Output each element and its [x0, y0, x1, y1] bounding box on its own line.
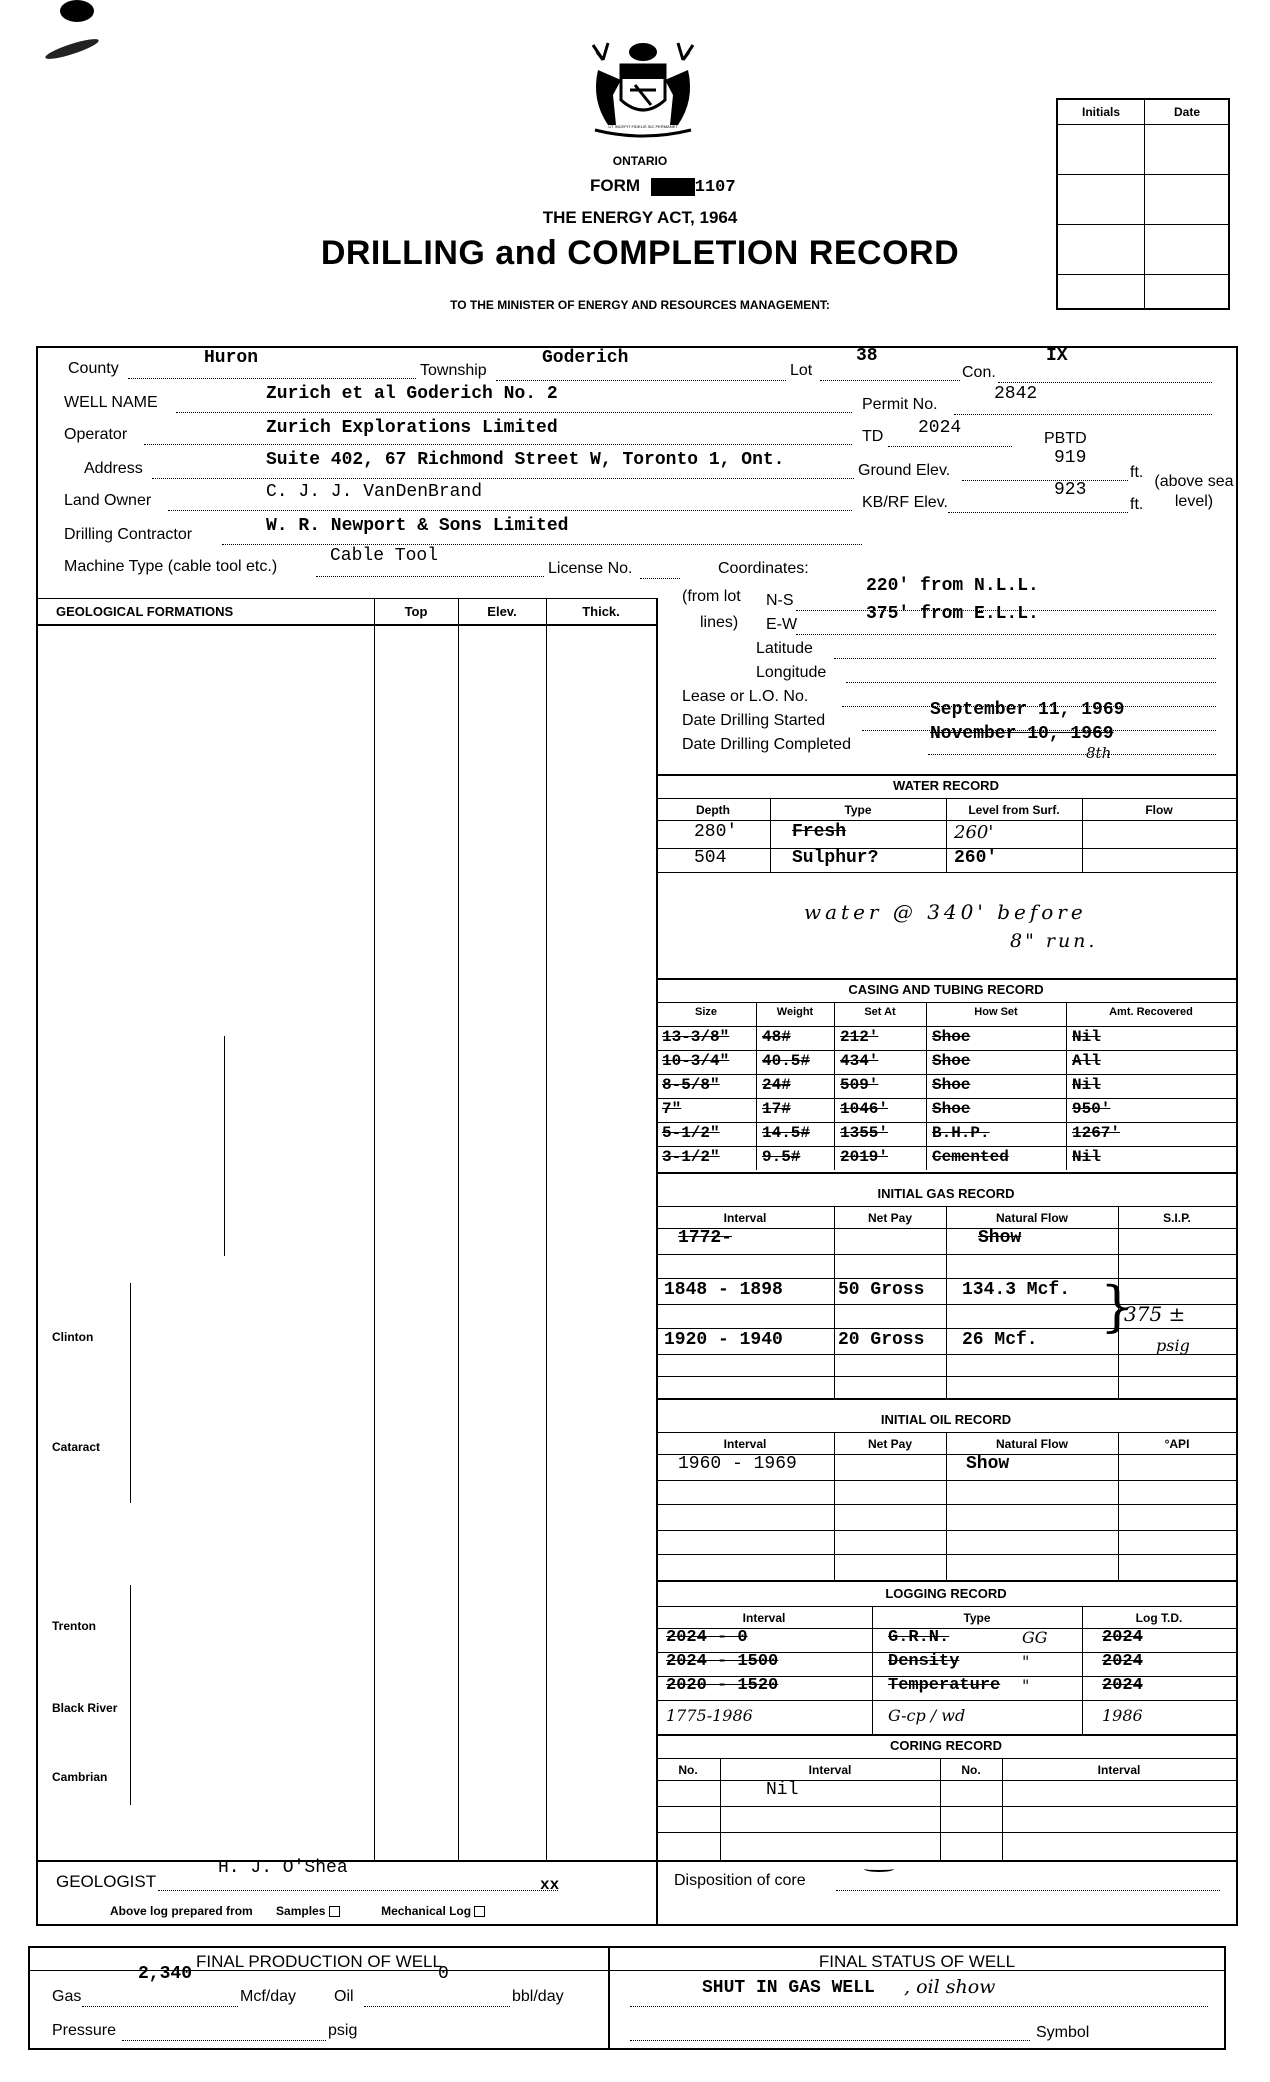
- casing-cell: 24#: [762, 1076, 791, 1094]
- casing-cell: Nil: [1072, 1028, 1101, 1046]
- gas-value: 2,340: [138, 1964, 193, 1984]
- operator-label: Operator: [64, 426, 128, 443]
- water-note-1: water @ 340' before: [804, 900, 1087, 924]
- geologist-value: H. J. O'Shea: [218, 1858, 348, 1878]
- log-type-correction: GG: [1022, 1628, 1048, 1647]
- casing-cell: B.H.P.: [932, 1124, 990, 1142]
- disposition-core-mark: [864, 1866, 894, 1872]
- log-type-correction: ": [1022, 1652, 1030, 1671]
- casing-cell: 5-1/2": [662, 1124, 720, 1142]
- logging-header-interval: Interval: [742, 1611, 786, 1625]
- machine-type-label: Machine Type (cable tool etc.): [64, 558, 278, 575]
- gas-flow-2: 134.3 Mcf.: [962, 1280, 1071, 1300]
- form-title: DRILLING and COMPLETION RECORD: [320, 234, 960, 272]
- ns-value: 220' from N.L.L.: [866, 576, 1039, 596]
- casing-cell: 7": [662, 1100, 682, 1118]
- water-note-2: 8" run.: [1010, 930, 1098, 952]
- ground-elev-value: 919: [1054, 448, 1087, 468]
- casing-header: How Set: [974, 1006, 1018, 1018]
- final-status-note: , oil show: [904, 1976, 996, 1998]
- gas-interval-1: 1772-: [678, 1228, 733, 1248]
- casing-cell: 48#: [762, 1028, 791, 1046]
- initials-header: Initials: [1081, 105, 1120, 119]
- oil-header-api: °API: [1164, 1437, 1190, 1451]
- operator-value: Zurich Explorations Limited: [266, 418, 558, 438]
- casing-cell: Shoe: [932, 1076, 971, 1094]
- casing-header: Amt. Recovered: [1109, 1006, 1193, 1018]
- con-value: IX: [1046, 346, 1068, 366]
- water-level-2: 260': [954, 848, 998, 868]
- logging-record-rows: [656, 1628, 1236, 1732]
- log-type: G.R.N.: [888, 1628, 950, 1647]
- casing-cell: All: [1072, 1052, 1101, 1070]
- final-status-title: FINAL STATUS OF WELL: [818, 1952, 1016, 1971]
- casing-cell: Nil: [1072, 1076, 1101, 1094]
- act-title: THE ENERGY ACT, 1964: [542, 208, 738, 227]
- township-label: Township: [420, 362, 487, 379]
- oil-header-netpay: Net Pay: [867, 1437, 913, 1451]
- casing-cell: 3-1/2": [662, 1148, 720, 1166]
- logging-record-title: LOGGING RECORD: [885, 1586, 1007, 1601]
- ontario-crest: [583, 40, 703, 145]
- ft-label-1: ft.: [1130, 464, 1144, 481]
- form-number-redaction: [651, 178, 695, 196]
- coring-header-interval-2: Interval: [1097, 1763, 1141, 1777]
- casing-cell: 40.5#: [762, 1052, 811, 1070]
- initials-date-box: [1056, 98, 1230, 310]
- date-completed-correction: 8th: [1086, 744, 1112, 762]
- water-header-depth: Depth: [696, 803, 730, 817]
- kb-elev-label: KB/RF Elev.: [862, 494, 948, 511]
- county-value: Huron: [204, 348, 259, 368]
- pbtd-label: PBTD: [1044, 430, 1087, 447]
- lines-label: lines): [700, 614, 739, 631]
- geologist-mark: xx: [540, 1876, 560, 1894]
- casing-cell: Cemented: [932, 1148, 1009, 1166]
- formation-group-label: Cataract: [52, 1440, 101, 1454]
- td-value: 2024: [918, 418, 962, 438]
- water-type-1: Fresh: [792, 822, 847, 842]
- pressure-unit: psig: [328, 2022, 358, 2039]
- gas-sip-brace: }: [1100, 1275, 1135, 1338]
- longitude-label: Longitude: [756, 664, 827, 681]
- casing-header: Set At: [864, 1006, 896, 1018]
- water-depth-1: 280': [694, 822, 738, 842]
- gas-label: Gas: [52, 1988, 82, 2005]
- date-completed-label: Date Drilling Completed: [682, 736, 851, 753]
- address-label: Address: [84, 460, 143, 477]
- gas-record-title: INITIAL GAS RECORD: [877, 1186, 1015, 1201]
- log-td: 2024: [1102, 1652, 1143, 1671]
- ink-smudge: [44, 36, 100, 63]
- casing-cell: 1046': [840, 1100, 889, 1118]
- oil-interval-1: 1960 - 1969: [678, 1454, 797, 1474]
- coring-header-no-2: No.: [961, 1763, 981, 1777]
- oil-label: Oil: [334, 1988, 354, 2005]
- gas-interval-2: 1848 - 1898: [664, 1280, 783, 1300]
- log-td: 1986: [1102, 1706, 1143, 1725]
- form-number: 1107: [694, 178, 736, 197]
- final-production-title: FINAL PRODUCTION OF WELL: [196, 1952, 442, 1971]
- geologist-label: GEOLOGIST: [56, 1872, 157, 1891]
- pressure-label: Pressure: [52, 2022, 117, 2039]
- permit-value: 2842: [994, 384, 1038, 404]
- formation-group-label: Cambrian: [52, 1769, 108, 1784]
- crest-icon: [583, 40, 703, 145]
- water-level-1: 260': [954, 822, 994, 843]
- casing-cell: Shoe: [932, 1100, 971, 1118]
- coordinates-label: Coordinates:: [718, 560, 809, 577]
- log-type: Temperature: [888, 1676, 1001, 1695]
- gas-pay-3: 20 Gross: [838, 1330, 925, 1350]
- crest-motto: UT INCEPIT FIDELIS SIC PERMANET: [608, 124, 678, 129]
- casing-cell: 13-3/8": [662, 1028, 730, 1046]
- latitude-label: Latitude: [756, 640, 813, 657]
- log-interval: 2020 - 1520: [666, 1676, 779, 1695]
- contractor-label: Drilling Contractor: [64, 526, 193, 543]
- land-owner-label: Land Owner: [64, 492, 152, 509]
- form-label: FORM: [590, 176, 641, 195]
- gas-unit: Mcf/day: [240, 1988, 297, 2005]
- oil-value: 0: [438, 1964, 449, 1984]
- lease-label: Lease or L.O. No.: [682, 688, 809, 705]
- logging-header-type: Type: [963, 1611, 991, 1625]
- water-header-type: Type: [844, 803, 872, 817]
- above-sea-level: (above sea level): [1154, 473, 1234, 510]
- log-interval: 1775-1986: [666, 1706, 753, 1725]
- casing-cell: 8-5/8": [662, 1076, 720, 1094]
- formation-group-label: Clinton: [52, 1330, 94, 1345]
- log-td: 2024: [1102, 1676, 1143, 1695]
- from-lot-label: (from lot: [682, 588, 741, 605]
- casing-cell: 212': [840, 1028, 879, 1046]
- symbol-label: Symbol: [1036, 2024, 1090, 2041]
- water-type-2: Sulphur?: [792, 848, 879, 868]
- gas-interval-3: 1920 - 1940: [664, 1330, 783, 1350]
- casing-cell: Shoe: [932, 1028, 971, 1046]
- prepared-from-text: Above log prepared from: [110, 1904, 253, 1918]
- water-depth-2: 504: [694, 848, 727, 868]
- log-interval: 2024 - 0: [666, 1628, 748, 1647]
- water-record-title: WATER RECORD: [893, 778, 999, 793]
- ew-value: 375' from E.L.L.: [866, 604, 1039, 624]
- county-label: County: [68, 360, 119, 377]
- permit-label: Permit No.: [862, 396, 938, 413]
- machine-type-value: Cable Tool: [330, 546, 439, 566]
- casing-cell: 1355': [840, 1124, 889, 1142]
- samples-checkbox[interactable]: [329, 1906, 340, 1917]
- province-label: ONTARIO: [612, 154, 668, 168]
- address-value: Suite 402, 67 Richmond Street W, Toronto 1, Ont.: [266, 450, 785, 470]
- ew-label: E-W: [766, 616, 798, 633]
- td-label: TD: [862, 428, 884, 445]
- casing-cell: 10-3/4": [662, 1052, 730, 1070]
- gas-sip-value: 375 ±: [1124, 1302, 1186, 1326]
- disposition-core-label: Disposition of core: [674, 1872, 806, 1889]
- gas-header-flow: Natural Flow: [995, 1211, 1068, 1225]
- gas-sip-unit: psig: [1156, 1336, 1190, 1355]
- water-header-flow: Flow: [1145, 803, 1173, 817]
- log-type-correction: ": [1022, 1676, 1030, 1695]
- casing-cell: 1267': [1072, 1124, 1121, 1142]
- formation-group-label: Trenton: [52, 1618, 96, 1633]
- coring-header-no-1: No.: [678, 1763, 698, 1777]
- well-name-label: WELL NAME: [64, 394, 158, 411]
- geo-header-elev: Elev.: [487, 604, 517, 619]
- logging-header-td: Log T.D.: [1135, 1611, 1183, 1625]
- geo-header-thick: Thick.: [582, 604, 620, 619]
- addressee: TO THE MINISTER OF ENERGY AND RESOURCES MANAGEMENT:: [450, 298, 830, 312]
- log-interval: 2024 - 1500: [666, 1652, 779, 1671]
- ns-label: N-S: [766, 592, 794, 609]
- casing-record-title: CASING AND TUBING RECORD: [848, 982, 1044, 997]
- oil-header-interval: Interval: [723, 1437, 767, 1451]
- kb-elev-value: 923: [1054, 480, 1087, 500]
- geo-formations-rows: [38, 624, 656, 1860]
- casing-header: Size: [694, 1006, 717, 1018]
- gas-header-netpay: Net Pay: [867, 1211, 913, 1225]
- log-td: 2024: [1102, 1628, 1143, 1647]
- ft-label-2: ft.: [1130, 496, 1144, 513]
- gas-header-interval: Interval: [723, 1211, 767, 1225]
- date-started-value: September 11, 1969: [930, 700, 1125, 720]
- geo-header-formations: GEOLOGICAL FORMATIONS: [56, 604, 234, 619]
- township-value: Goderich: [542, 348, 629, 368]
- form-number-line: [590, 176, 760, 197]
- prepared-from-label: [110, 1904, 485, 1918]
- samples-label: Samples: [276, 1904, 326, 1918]
- contractor-value: W. R. Newport & Sons Limited: [266, 516, 569, 536]
- ink-smudge: [60, 0, 94, 22]
- water-header-level: Level from Surf.: [968, 803, 1060, 817]
- coring-value: Nil: [766, 1780, 799, 1800]
- gas-pay-2: 50 Gross: [838, 1280, 925, 1300]
- casing-cell: 14.5#: [762, 1124, 811, 1142]
- coring-record-title: CORING RECORD: [890, 1738, 1002, 1753]
- coring-header-interval-1: Interval: [808, 1763, 852, 1777]
- date-header: Date: [1173, 105, 1200, 119]
- casing-cell: 2019': [840, 1148, 889, 1166]
- geo-header-top: Top: [404, 604, 428, 619]
- oil-header-flow: Natural Flow: [995, 1437, 1068, 1451]
- final-status-value: SHUT IN GAS WELL: [702, 1978, 875, 1998]
- casing-cell: 9.5#: [762, 1148, 801, 1166]
- land-owner-value: C. J. J. VanDenBrand: [266, 482, 483, 502]
- casing-record-table: [656, 1002, 1236, 1170]
- date-started-label: Date Drilling Started: [682, 712, 826, 729]
- gas-flow-3: 26 Mcf.: [962, 1330, 1038, 1350]
- con-label: Con.: [962, 364, 996, 381]
- casing-cell: Nil: [1072, 1148, 1101, 1166]
- oil-unit: bbl/day: [512, 1988, 564, 2005]
- mechanical-log-checkbox[interactable]: [474, 1906, 485, 1917]
- oil-record-title: INITIAL OIL RECORD: [880, 1412, 1012, 1427]
- gas-flow-1: Show: [978, 1228, 1022, 1248]
- mechanical-log-label: Mechanical Log: [381, 1904, 472, 1918]
- date-completed-value: November 10, 1969: [930, 724, 1114, 744]
- casing-cell: 434': [840, 1052, 879, 1070]
- gas-header-sip: S.I.P.: [1163, 1211, 1191, 1225]
- log-type: Density: [888, 1652, 960, 1671]
- casing-cell: Shoe: [932, 1052, 971, 1070]
- oil-flow-1: Show: [966, 1454, 1010, 1474]
- casing-header: Weight: [776, 1006, 814, 1018]
- formation-group-label: Black River: [52, 1700, 118, 1715]
- lot-label: Lot: [790, 362, 813, 379]
- casing-cell: 17#: [762, 1100, 791, 1118]
- log-type: G-cp / wd: [888, 1706, 966, 1725]
- casing-cell: 950': [1072, 1100, 1111, 1118]
- license-label: License No.: [548, 560, 633, 577]
- ground-elev-label: Ground Elev.: [858, 462, 951, 479]
- lot-value: 38: [856, 346, 878, 366]
- casing-cell: 509': [840, 1076, 879, 1094]
- well-name-value: Zurich et al Goderich No. 2: [266, 384, 558, 404]
